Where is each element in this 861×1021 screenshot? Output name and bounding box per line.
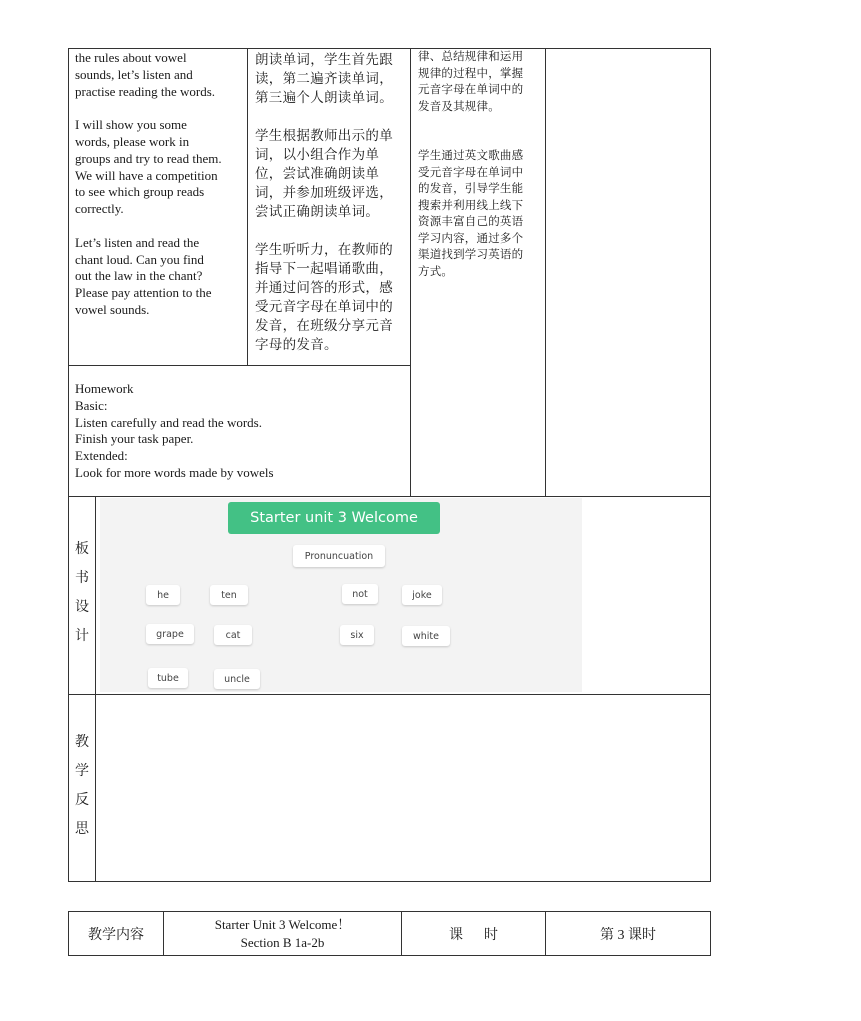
word-card: uncle [214,669,260,689]
word-card: he [146,585,180,605]
word-card: six [340,625,374,645]
content-label: 教学内容 [88,927,144,943]
word-card: grape [146,624,194,644]
board-title: Starter unit 3 Welcome [228,502,440,534]
word-card: white [402,626,450,646]
content-value-line2: Section B 1a-2b [240,934,325,950]
reflection-label: 教 学 反 思 [75,735,89,837]
homework-text: Homework Basic: Listen carefully and read the words. Finish your task paper. Extended: Look for more words made by vowels [75,381,274,480]
student-activity-text: 朗读单词，学生首先跟 读，第二遍齐读单词， 第三遍个人朗读单词。 学生根据教师出示的单 词，以小组合作为单 位，尝试准确朗读单 词，并参加班级评选， 尝试正确朗读单词。 学生听听力，在教师的 指导下一起唱诵歌曲， 并通过问答的形式，感 受元音字母在单词中的 发音，在班级分享元音 字母的发音。 [255,52,393,352]
content-value [164,912,401,955]
word-card: not [342,584,378,604]
word-card: cat [214,625,252,645]
content-value-line1: Starter Unit 3 Welcome！ [214,916,351,932]
board-design-label: 板 书 设 计 [75,542,89,644]
word-card: joke [402,585,442,605]
word-card: ten [210,585,248,605]
period-label: 课 时 [449,927,498,943]
word-card: tube [148,668,188,688]
teacher-activity-text: the rules about vowel sounds, let’s listen and practise reading the words. I will show you some words, please work in groups and try to read them. We will have a competition to see which group reads correctly. Let’s listen and read the chant loud. Can you find out the law in the chant? Please pay attention to the vowel sounds. [75,50,222,317]
period-value: 第 3 课时 [600,927,656,943]
board-image [100,498,582,692]
design-intent-text: 律、总结规律和运用 规律的过程中，掌握 元音字母在单词中的 发音及其规律。 学生通过英文歌曲感 受元音字母在单词中 的发音，引导学生能 搜索并利用线上线下 资源丰富自己的英语 学习内容，通过多个 渠道找到学习英语的 方式。 [418,51,524,278]
board-subtitle: Pronuncuation [293,545,385,567]
